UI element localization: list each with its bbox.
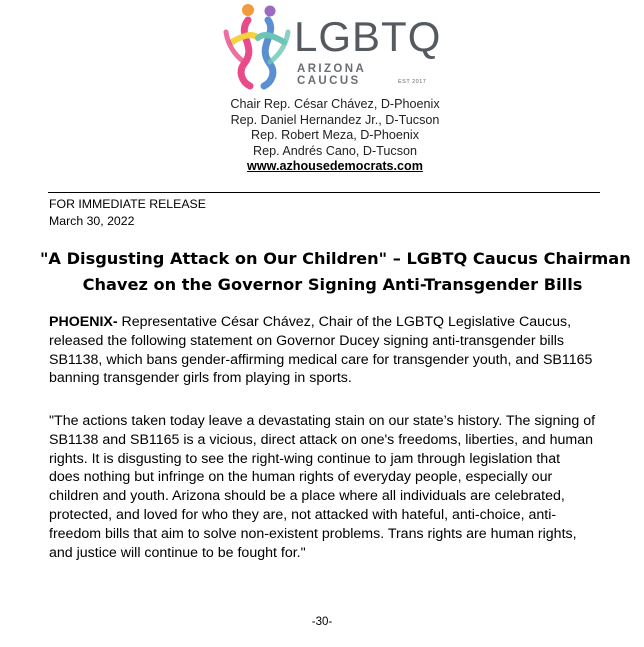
quote-line: SB1138 and SB1165 is a vicious, direct attack on one's freedoms, liberties, and human	[49, 431, 593, 448]
dateline: PHOENIX-	[49, 314, 118, 330]
headline-line-1: "A Disgusting Attack on Our Children" – LGBTQ Caucus Chairman	[40, 249, 631, 268]
release-date: March 30, 2022	[49, 214, 135, 228]
member-hernandez: Rep. Daniel Hernandez Jr., D-Tucson	[230, 112, 440, 127]
quote-line: "The actions taken today leave a devastating stain on our state’s history. The signing of	[49, 413, 596, 429]
quote-paragraph	[49, 412, 629, 562]
quote-line: and justice will continue to be fought for."	[49, 544, 306, 561]
intro-line: released the following statement on Governor Ducey signing anti-transgender bills	[49, 332, 564, 349]
quote-line: children and youth. Arizona should be a place where all individuals are celebrated,	[49, 488, 565, 505]
intro-line: SB1138, which bans gender-affirming medical care for transgender youth, and SB1165	[49, 351, 593, 368]
intro-line-text: Representative César Chávez, Chair of the LGBTQ Legislative Caucus,	[117, 314, 572, 330]
website-link[interactable]: www.azhousedemocrats.com	[247, 159, 423, 174]
page-end-marker: -30-	[311, 616, 333, 628]
release-info	[49, 196, 206, 230]
quote-line: does nothing but infringe on the human rights of everyday people, especially our	[49, 469, 553, 486]
intro-paragraph	[49, 313, 629, 388]
member-meza: Rep. Robert Meza, D-Phoenix	[251, 128, 419, 143]
intro-line	[49, 313, 629, 332]
headline	[40, 246, 631, 298]
member-chair: Chair Rep. César Chávez, D-Phoenix	[230, 97, 440, 111]
intro-line: banning transgender girls from playing in sports.	[49, 370, 352, 387]
header-divider	[48, 192, 600, 193]
quote-line: freedom bills that aim to solve non-existent problems. Trans rights are human rights,	[49, 525, 577, 542]
quote-line: rights. It is disgusting to see the right-wing continue to jam through legislation that	[49, 450, 561, 467]
release-label: FOR IMMEDIATE RELEASE	[49, 197, 206, 211]
caucus-members	[200, 97, 470, 175]
logo-subtitle: ARIZONA CAUCUS	[297, 63, 366, 87]
logo-established: EST 2017	[398, 79, 427, 85]
quote-line: protected, and loved for who they are, not attacked with hateful, anti-choice, anti-	[49, 506, 557, 523]
lgbtq-caucus-logo	[218, 2, 442, 90]
member-cano: Rep. Andrés Cano, D-Tucson	[252, 143, 418, 158]
headline-line-2: Chavez on the Governor Signing Anti-Transgender Bills	[82, 275, 583, 294]
rainbow-figures-icon	[218, 2, 294, 90]
logo-wordmark: LGBTQ	[294, 13, 442, 60]
